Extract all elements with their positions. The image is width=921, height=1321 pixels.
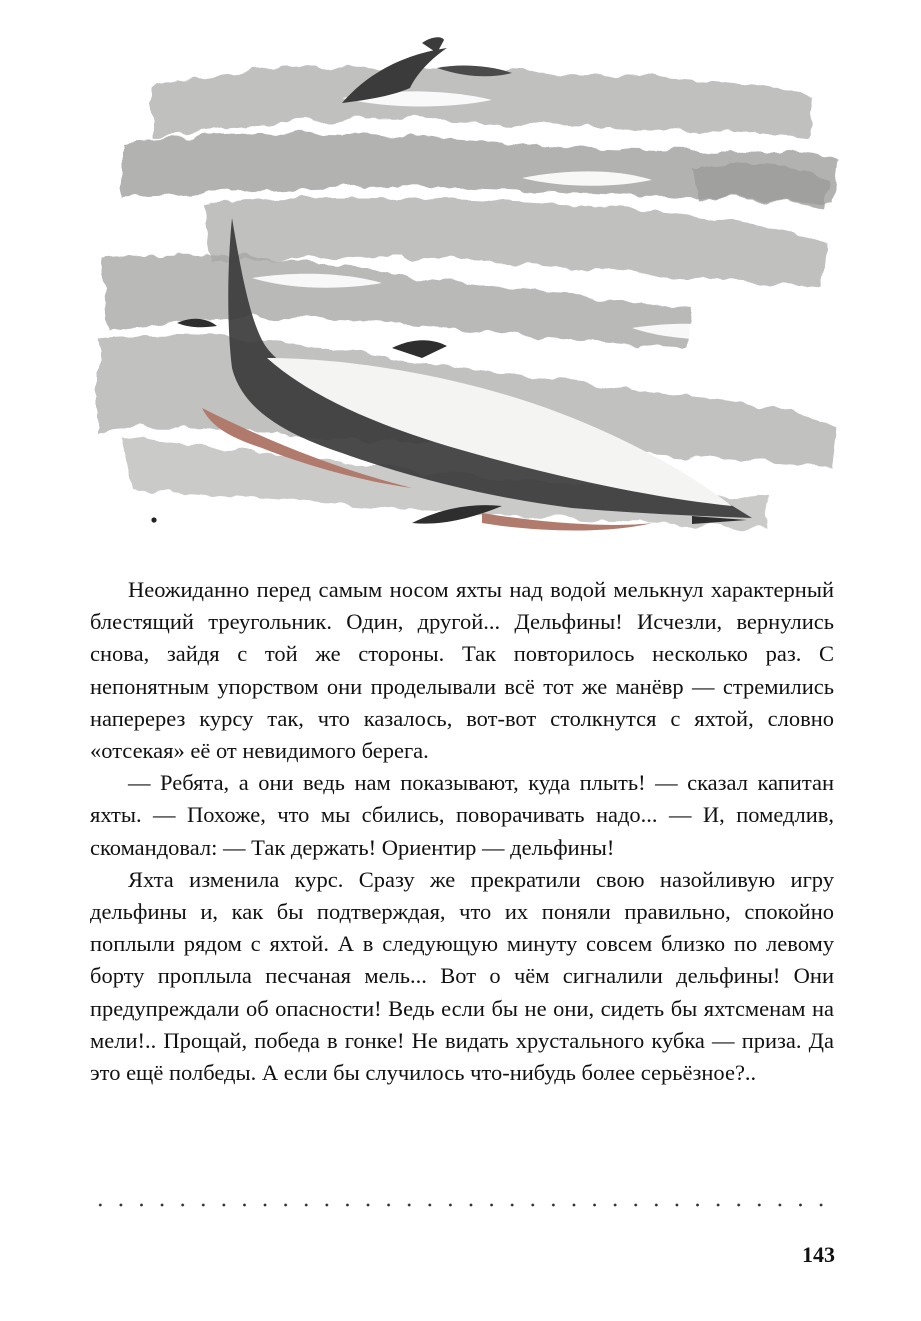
dotted-separator [90, 1198, 834, 1212]
paragraph-1: Неожиданно перед самым носом яхты над водой мелькнул характерный блестящий треугольник. Один, другой... Дельфины! Исчезли, вернулись снова, зайдя с той же стороны. Так повторилось несколько раз. С непонятным упорством они проделывали всё тот же манёвр — стремились наперерез курсу так, что казалось, вот-вот столкнутся с яхтой, словно «отсекая» её от невидимого берега. [90, 577, 834, 764]
paragraph-3: Яхта изменила курс. Сразу же прекратили свою назойливую игру дельфины и, как бы подтверждая, что их поняли правильно, спокойно поплыли рядом с яхтой. А в следующую минуту совсем близко по левому борту проплыла песчаная мель... Вот о чём сигналили дельфины! Они предупреждали об опасности! Ведь если бы не они, сидеть бы яхтсменам на мели!.. Прощай, победа в гонке! Не видать хрустального кубка — приза. Да это ещё полбеды. А если бы случилось что-нибудь более серьёзное?.. [90, 866, 834, 1086]
ink-dot [151, 517, 156, 522]
page-number: 143 [802, 1242, 835, 1267]
main-text [90, 574, 834, 1089]
paragraph-2: — Ребята, а они ведь нам показывают, куда плыть! — сказал капитан яхты. — Похоже, что мы сбились, поворачивать надо... — И, помедлив, скомандовал: — Так держать! Ориентир — дельфины! [90, 770, 834, 860]
dolphin-illustration [92, 28, 842, 538]
